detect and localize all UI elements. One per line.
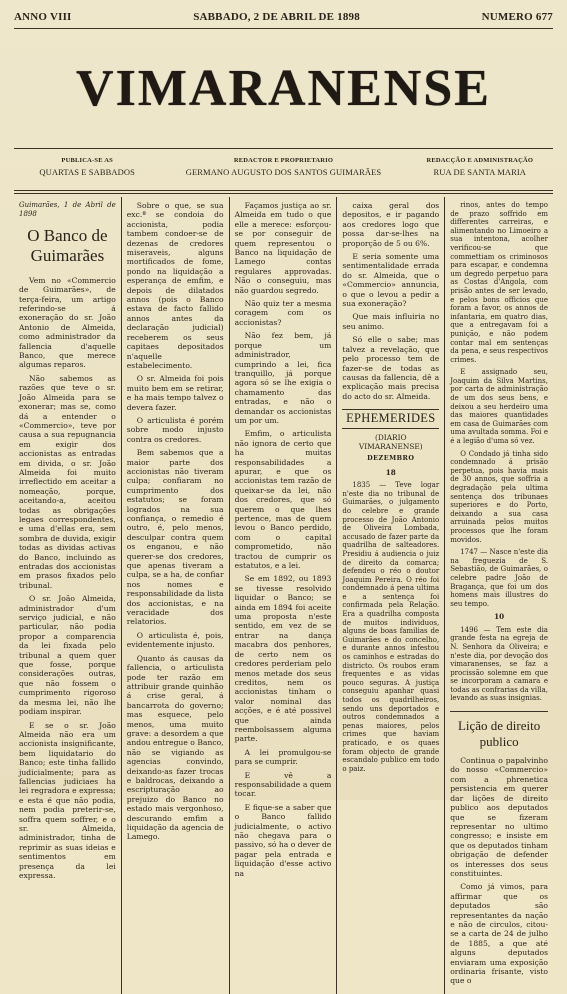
paragraph: E se o sr. João Almeida não era um accionista insignificante, bem liquidatario do Banco; este tinha fallido judicialmente; para as fallencias judiciaes ha lei regradora e expressa; e esta é que não podia, nem podia preterir-se, soffra quem soffrer, e o sr. Almeida, administrador, tinha de reprimir as suas ideias e sentimentos em presença da lei expressa.	[19, 720, 116, 880]
ephemerides-title: EPHEMERIDES	[342, 409, 439, 428]
editor-label: REDACTOR E PROPRIETARIO	[233, 157, 334, 164]
paragraph: O articulista é porém sobre modo injusto contra os credores.	[126, 415, 224, 444]
column-5	[445, 197, 553, 994]
paragraph: E seria somente uma sentimentalidade errada do sr. Almeida, que o «Commercio» annuncia, o que o levou a pedir a sua exoneração?	[342, 252, 440, 309]
paragraph: Emfim, o articulista não ignora de certo que ha muitas responsabilidades a apurar, e que os accionistas tem razão de queixar-se da lei, não dos credores, que só querem o que lhes pertence, mas de quem levou o Banco perdido, com o capital comprometido, não tractou de cumprir os estatutos, e a lei.	[234, 429, 332, 571]
paragraph: Façamos justiça ao sr. Almeida em tudo o que elle a merece: esforçou-se por conseguir de quem representou o Banco na liquidação de Lamego contas regulares approvadas. Não o conseguiu, mas não guardou segredo.	[234, 201, 332, 295]
dateline: Guimarães, 1 de Abril de 1898	[19, 201, 116, 219]
masthead	[14, 34, 553, 142]
section-headline: Lição de direito publico	[450, 711, 548, 750]
column-3	[230, 197, 338, 994]
editor-info	[166, 157, 400, 185]
article-columns	[14, 197, 553, 986]
paragraph: Vem no «Commercio de Guimarães», de terça-feira, um artigo referindo-se á exoneração do sr. João Antonio de Almeida, como administrador da fallencia d'aquelle Banco, que merece algumas reparos.	[19, 275, 116, 370]
ephemerides-entry: 1835 — Teve logar n'este dia no tribunal de Guimarães, o julgamento do celebre e grande processo de João Antonio de Oliveira Lombada, accusado de fazer parte da quadrilha de salteadores. Presidiu á audiencia o juiz de direito da comarca; defendeu o réo o doutor Joaquim Pereira. O réo foi condemnado á pena ultima e a sentença foi confirmada pela Relação. Era a quadrilha composta de muitos individuos, alguns de boas familias de Guimarães e do concelho, e durante annos infestou os caminhos e estradas do districto. Os roubos eram frequentes e as vidas pouco seguras. A justiça conseguiu apanhar quasi todos os quadrilheiros, sendo uns deportados e outros condemnados a penas maiores, pelos crimes que haviam praticado, e os quaes foram objecto de grande escandalo publico em todo o paiz.	[342, 481, 440, 773]
column-4	[337, 197, 445, 994]
paragraph: Continua o papalvinho do nosso «Commercio» com a phrenetica persistencia em querer dar lições de direito publico aos deputados que se fizeram representar no ultimo congresso; e insiste em que os deputados tinham obrigação de defender os interesses dos seus constituintes.	[450, 756, 548, 878]
column-1	[14, 197, 122, 994]
year-label: ANNO VIII	[14, 11, 72, 23]
paragraph: Como já vimos, para affirmar que os deputados são representantes da nação e não de circulos, citou-se a carta de 24 de julho de 1885, a que até alguns deputados enviaram uma exposição ordinaria frisante, visto que o	[450, 882, 548, 986]
paragraph: E assignado seu, Joaquim da Silva Martins, por carta de administração de um dos seus bens, e deixou a seu herdeiro uma das maiores quantidades em casa de Guimarães com uma avultada somma. Foi e é a legião d'uma só vez.	[450, 368, 548, 446]
publication-info	[14, 157, 160, 185]
paragraph: O Condado já tinha sido condemnado á prisão perpetua, pois havia mais de 30 annos, que soffria a degradação pela ultima sentença dos tribunaes superiores e do Porto, deixando a sua casa arruinada pelos muitos processos que lhe foram movidos.	[450, 449, 548, 544]
masthead-rule	[14, 148, 553, 149]
issue-number: NUMERO 677	[481, 11, 553, 23]
paragraph: O sr. João Almeida, administrador d'um serviço judicial, e não particular, não podia propor a comparencia da lei fixada pelo tribunal a quem quer que fosse, porque considerações outras, que não fossem o cumprimento rigoroso da mesma lei, não lhe podiam inspirar.	[19, 594, 116, 717]
article-headline	[19, 226, 116, 266]
paragraph: Não fez bem, já porque um administrador, cumprindo a lei, fica tranquillo, já porque agora só se lhe exigia o chamamento das entradas, e não o demandar os accionistas um por um.	[234, 331, 332, 425]
headline-line-1: O Banco de	[27, 225, 108, 245]
ephemerides-entry-1496: 1496 — Tem este dia grande festa na egreja de N. Senhora da Oliveira; e n'este dia, por devoção dos vimaranenses, se faz a procissão solemne em que se incorporam a camara e todas as confrarias da villa, levando as suas insignias.	[450, 625, 548, 703]
paragraph: Não sabemos as razões que teve o sr. João Almeida para se exonerar; mas se, como dá a entender o «Commercio», teve por causa a sua repugnancia em exigir dos accionistas as entradas em divida, o sr. João Almeida foi muito irreflectido em aceitar a nomeação, porque, aceitando-a, aceitou todas as obrigações legaes correspondentes, e uma d'ellas era, sem sombra de duvida, exigir todas as dividas activas do Banco, incluindo as entradas dos accionistas em prasos fixados pelo tribunal.	[19, 373, 116, 590]
publication-days: QUARTAS E SABBADOS	[39, 167, 135, 177]
office-info	[407, 157, 553, 185]
paragraph: E fique-se a saber que o Banco fallido judicialmente, o activo não chegava para o passivo, só ha o dever de pagar pela entrada e liquidação d'esse activo na	[234, 802, 332, 878]
paragraph: Que mais influiria no seu animo.	[342, 312, 440, 331]
paragraph: Não quiz ter a mesma coragem com os accionistas?	[234, 299, 332, 327]
paragraph: Se em 1892, ou 1893 se tivesse resolvido liquidar o Banco; se ainda em 1894 foi aceite uma proposta n'este sentido, em vez de se entrar na dança macabra dos penhores, de certo nem os credores perderiam pelo menos metade dos seus creditos, nem os accionistas tinham o valor nominal das acções, e é até possivel que ainda reembolsassem alguma parte.	[234, 574, 332, 744]
ephemerides-entry-1747: 1747 — Nasce n'este dia na freguezia de S. Sebastião, de Guimarães, o celebre padre João de Bragança, que foi um dos homens mais illustres do seu tempo.	[450, 548, 548, 608]
paragraph: Sobre o que, se sua exc.ª se condoia do accionista, podia tambem condoer-se de dezenas de credores miseraveis, alguns mortificados de fome, pondo na liquidação a esperança de emfim, e depois de dilatados annos (pois o Banco estava de facto fallido annos antes da declaração judicial) receberem os seus capitaes depositados n'aquelle estabelecimento.	[126, 201, 224, 370]
date-label: SABBADO, 2 DE ABRIL DE 1898	[193, 11, 360, 23]
paragraph: Bem sabemos que a maior parte dos accionistas não tiveram culpa; confiaram no cumprimento dos estatutos; se foram logrados na sua confiança, o remedio é outro, é, pelo menos, desculpar contra quem os enganou, e não querer-se dos credores, que apenas tiveram a culpa, se a ha, de confiar nos nomes e responsabilidade da lista dos accionistas, e na veracidade dos relatorios.	[126, 448, 224, 627]
ephemerides-subtitle: (DIARIO VIMARANENSE)	[358, 432, 423, 451]
publication-label: PUBLICA-SE AS	[61, 157, 113, 164]
paragraph: A lei promulgou-se para se cumprir.	[234, 747, 332, 767]
paragraph: E vê a responsabilidade a quem tocar.	[234, 770, 332, 799]
paragraph: caixa geral dos depositos, e ir pagando aos credores logo que possa dar-se-lhes na proporção de 5 ou 6%.	[342, 201, 440, 248]
top-rule	[14, 28, 553, 29]
top-bar	[14, 10, 553, 24]
ephemerides-month: DEZEMBRO	[367, 454, 415, 463]
office-address: RUA DE SANTA MARIA	[433, 167, 527, 177]
paragraph: O articulista é, pois, evidentemente injusto.	[126, 630, 224, 650]
ephemerides-day-2: 10	[494, 612, 505, 622]
paragraph: rinos, antes do tempo de prazo soffrido em differentes carreiras, e alimentando no Limoeiro a sua intentona, acolher verificou-se que commettiam os criminosos para escapar, e condemna um degredo perpetuo para as Costas d'Angola, com prisão antes de ser levado, e pelos bons officios que foram a favor, os annos de infantaria, em quatro dias, que a entregavam foi a punição, e não podem contar mal em sentenças da pena, e seus respectivos crimes.	[450, 201, 548, 364]
headline-line-2: Guimarães	[30, 245, 105, 265]
paragraph: O sr. Almeida foi pois muito bem em se retirar, e ha mais tempo talvez o devera fazer.	[126, 374, 224, 412]
masthead-title: VIMARANENSE	[76, 59, 491, 117]
subheader	[14, 157, 553, 185]
editor-name: GERMANO AUGUSTO DOS SANTOS GUIMARÃES	[185, 167, 382, 177]
subheader-rule-2	[14, 193, 553, 194]
paragraph: Só elle o sabe; mas talvez a revelação, que pelo processo tem de fazer-se de todas as causas da fallencia, dê a explicação mais precisa do acto do sr. Almeida.	[342, 335, 440, 401]
paragraph: Quanto ás causas da fallencia, o articulista pode ter razão em attribuir grande quinhão á crise geral, á bancarrota do governo; mas esquece, pelo menos, uma muito grave: a desordem a que andou entregue o Banco, não se vigiando as agencias convindo, deixando-as fazer trocas e baldrocas, deixando a escripturação ao prejuizo do Banco no estado mais vergonhoso, descurando emfim a liquidação da agencia de Lamego.	[126, 653, 224, 842]
subheader-rule	[14, 190, 553, 191]
column-2	[122, 197, 230, 994]
office-label: REDACÇÃO E ADMINISTRAÇÃO	[426, 157, 534, 164]
ephemerides-day: 18	[385, 467, 396, 477]
